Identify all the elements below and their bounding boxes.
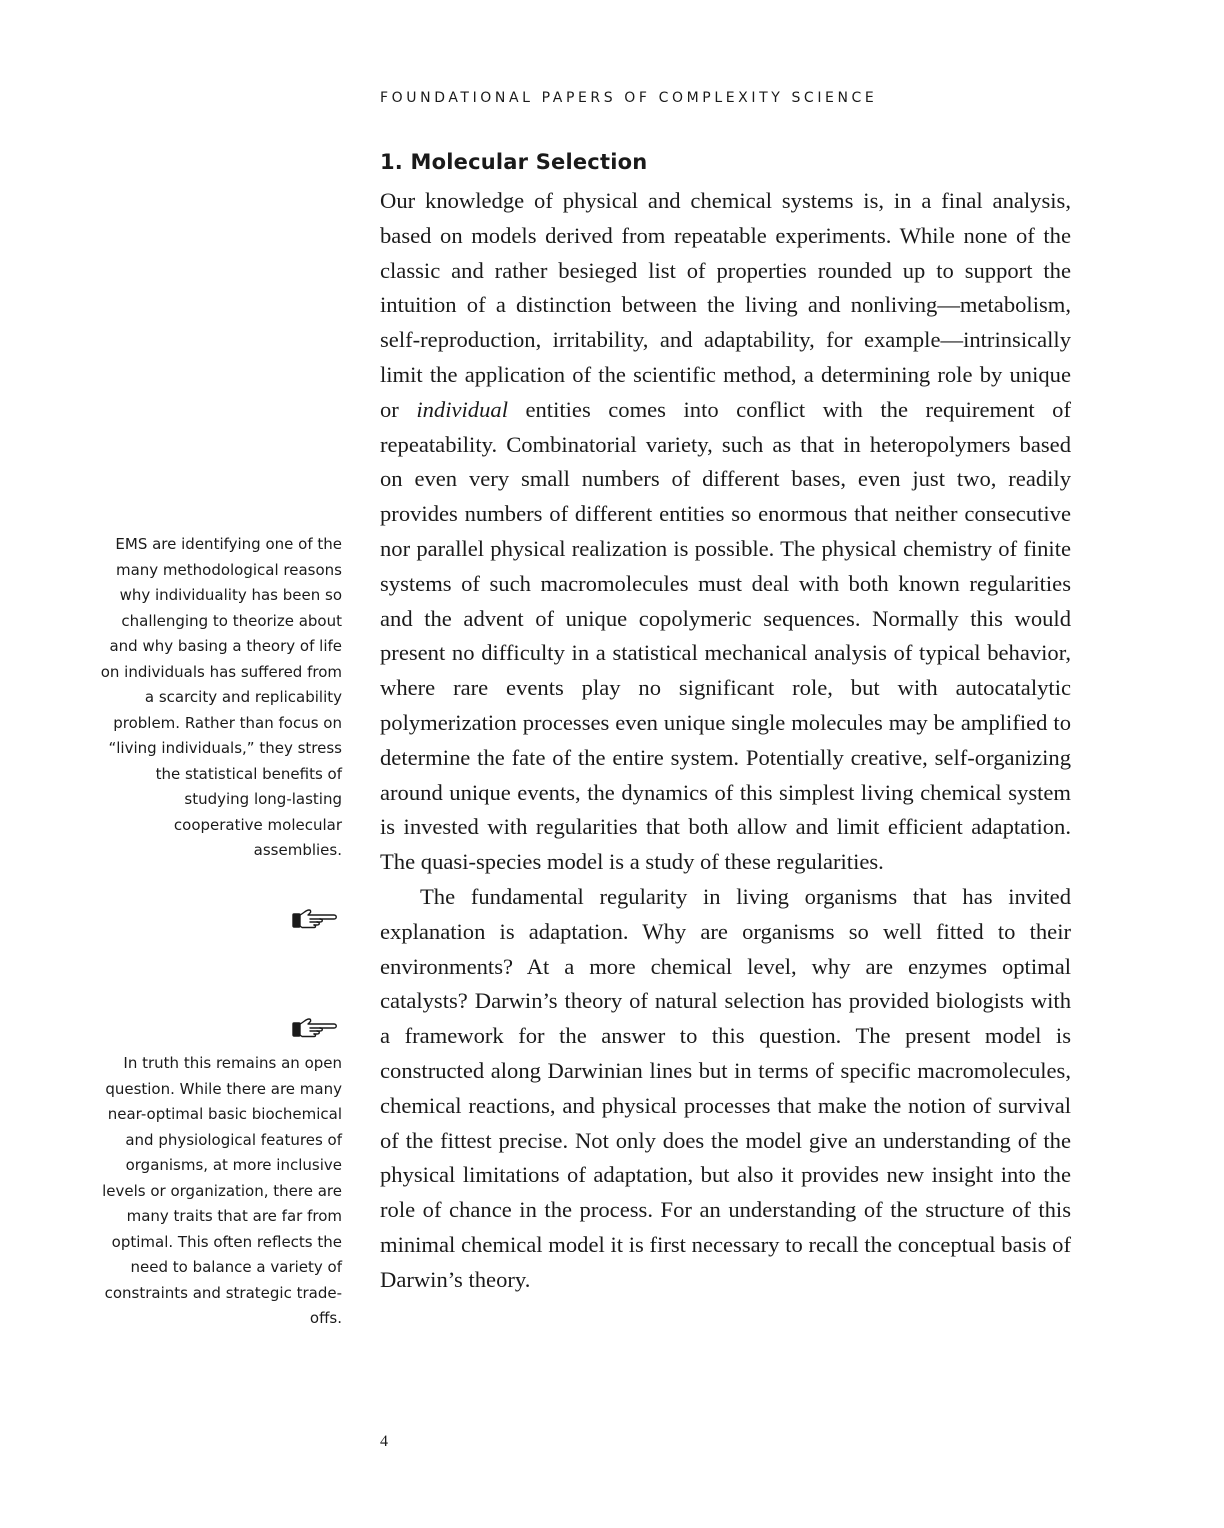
pointing-hand-icon: [290, 906, 340, 930]
italic-word-individual: individual: [416, 396, 508, 422]
paragraph-1-text-end: entities comes into conflict with the requirement of repeatability. Combinatorial variety, such as that in heteropolymers based on even very small numbers of different bases, even just two, readily provides numbers of different entities so enormous that neither consecutive nor parallel physical realization is possible. The physical chemistry of finite systems of such macromolecules must deal with both known regularities and the advent of unique copolymeric sequences. Normally this would present no difficulty in a statistical mechanical analysis of typical behavior, where rare events play no significant role, but with autocatalytic polymerization processes even unique single molecules may be amplified to determine the fate of the entire system. Potentially creative, self-organizing around unique events, the dynamics of this simplest living chemical system is invested with regularities that both allow and limit efficient adaptation. The quasi-species model is a study of these regularities.: [380, 396, 1071, 875]
page-number: 4: [380, 1433, 388, 1450]
body-paragraph-2: The fundamental regularity in living organisms that has invited explanation is adaptation. Why are organisms so well fitted to their environments? At a more chemical level, why are enzymes optimal catalysts? Darwin’s theory of natural selection has provided biologists with a framework for the answer to this question. The present model is constructed along Darwinian lines but in terms of specific macromolecules, chemical reactions, and physical processes that make the notion of survival of the fittest precise. Not only does the model give an understanding of the physical limitations of adaptation, but also it provides new insight into the role of chance in the process. For an understanding of the structure of this minimal chemical model it is first necessary to recall the conceptual basis of Darwin’s theory.: [380, 883, 1071, 1292]
margin-note-individuality: EMS are identifying one of the many methodological reasons why individuality has been so challenging to theorize about and why basing a theory of life on individuals has suffered from a scarcity and replicability problem. Rather than focus on “living individuals,” they stress the statistical benefits of studying long-lasting cooperative molecular assemblies.: [100, 535, 342, 859]
paragraph-1-text-start: Our knowledge of physical and chemical systems is, in a final analysis, based on models derived from repeatable experiments. While none of the classic and rather besieged list of properties rounded up to support the intuition of a distinction between the living and nonliving—metabolism, self-reproduction, irritability, and adaptability, for example—intrinsically limit the application of the scientific method, a determining role by unique or: [380, 188, 1071, 422]
section-heading: 1. Molecular Selection: [380, 150, 648, 174]
running-header: FOUNDATIONAL PAPERS OF COMPLEXITY SCIENCE: [380, 90, 878, 106]
margin-note-optimality: In truth this remains an open question. While there are many near-optimal basic biochemical and physiological features of organisms, at more inclusive levels or organization, there are many traits that are far from optimal. This often reflects the need to balance a variety of constraints and strategic trade-offs.: [102, 1054, 342, 1327]
main-text-column: [380, 184, 1071, 1298]
body-paragraph-1: [380, 184, 1071, 880]
pointing-hand-icon: [290, 1015, 340, 1039]
